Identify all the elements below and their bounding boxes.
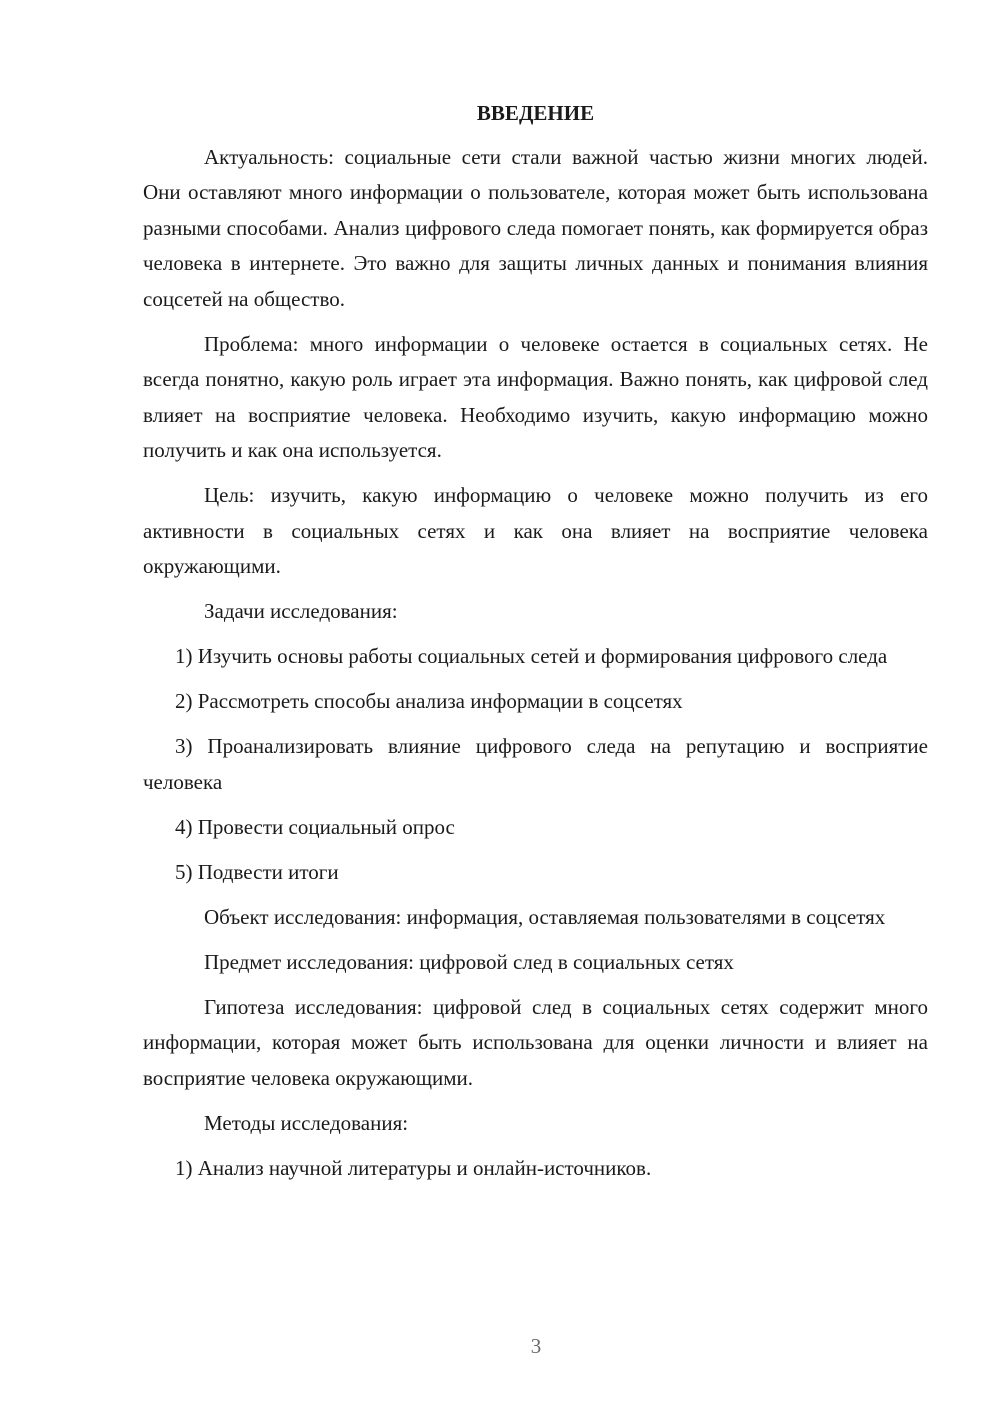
- page-content: [143, 96, 928, 1196]
- paragraph-object: Объект исследования: информация, оставляемая пользователями в соцсетях: [204, 904, 886, 929]
- page-number: 3: [530, 1334, 542, 1358]
- paragraph-relevance: Актуальность: социальные сети стали важной частью жизни многих людей. Они оставляют много информации о пользователе, которая может быть использована разными способами. Анализ цифрового следа помогает понять, как формируется образ человека в интернете. Это важно для защиты личных данных и понимания влияния соцсетей на общество.: [143, 144, 928, 311]
- list-item: 5) Подвести итоги: [175, 859, 339, 884]
- paragraph-subject: Предмет исследования: цифровой след в социальных сетях: [204, 949, 734, 974]
- list-item: 4) Провести социальный опрос: [175, 814, 455, 839]
- list-item: 1) Изучить основы работы социальных сетей и формирования цифрового следа: [175, 644, 888, 668]
- list-item: 2) Рассмотреть способы анализа информации в соцсетях: [175, 689, 683, 713]
- paragraph-problem: Проблема: много информации о человеке остается в социальных сетях. Не всегда понятно, какую роль играет эта информация. Важно понять, как цифровой след влияет на восприятие человека. Необходимо изучить, какую информацию можно получить и как она используется.: [143, 331, 928, 462]
- list-item: 1) Анализ научной литературы и онлайн-источников.: [175, 1155, 652, 1180]
- paragraph-goal: Цель: изучить, какую информацию о человеке можно получить из его активности в социальных сетях и как она влияет на восприятие человека окружающими.: [143, 483, 928, 578]
- paragraph-hypothesis: Гипотеза исследования: цифровой след в социальных сетях содержит много информации, которая может быть использована для оценки личности и влияет на восприятие человека окружающими.: [143, 994, 928, 1090]
- paragraph-methods-heading: Методы исследования:: [204, 1110, 409, 1135]
- list-item: 3) Проанализировать влияние цифрового следа на репутацию и восприятие человека: [143, 734, 928, 794]
- paragraph-tasks-heading: Задачи исследования:: [204, 599, 398, 623]
- page-title: ВВЕДЕНИЕ: [476, 101, 595, 125]
